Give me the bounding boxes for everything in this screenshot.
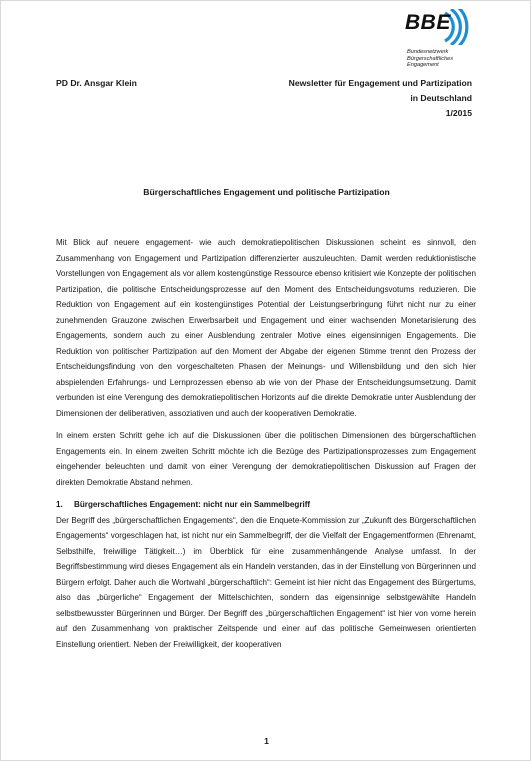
section-paragraph: Der Begriff des „bürgerschaftlichen Engagements“, den die Enquete-Kommission zur „Zukunft des Bürgerschaftlichen Engagements“ vorgeschlagen hat, ist nicht nur ein Sammelbegriff, der die Vielfalt der Engagementformen (Ehrenamt, Selbsthilfe, freiwillige Tätigkeit…) im Überblick für eine zusammenhängende Analyse umfasst. In der Begriffsbestimmung wird dieses Engagement als ein Handeln verstanden, das in der Einstellung von Bürgerinnen und Bürgern erfolgt. Daher auch die Wortwahl „bürgerschaftlich“: Gemeint ist hier nicht das Engagement des Bürgertums, also das „bürgerliche“ Engagement der Mittelschichten, sondern das eigensinnige selbstgewählte Handeln selbstbewusster Bürgerinnen und Bürger. Der Begriff des „bürgerschaftlichen Engagement“ ist hier von vorne herein auf den Zusammenhang von praktischer Zeitspende und einer auf das politische Gemeinwesen orientierten Einstellung orientiert. Neben der Freiwilligkeit, der kooperativen	[56, 515, 476, 649]
logo-subtitle-line: Bürgerschaftliches	[407, 55, 454, 62]
newsletter-info	[289, 76, 472, 121]
body-paragraph: In einem ersten Schritt gehe ich auf die Diskussionen über die politischen Dimensionen des bürgerschaftlichen Engagements ein. In einem zweiten Schritt möchte ich die Bezüge des Partizipationsprozesses zum Engagement eingehender beleuchten und damit von einer Verengung der demokratiepolitischen Diskussion auf Fragen der direkten Demokratie Abstand nehmen.	[56, 431, 476, 487]
logo-wordmark: BBE	[405, 11, 451, 34]
page-number: 1	[264, 736, 269, 746]
author-name: PD Dr. Ansgar Klein	[56, 78, 137, 88]
document-title: Bürgerschaftliches Engagement und politische Partizipation	[143, 187, 390, 197]
newsletter-region: in Deutschland	[410, 93, 472, 103]
document-body	[56, 235, 476, 659]
logo-subtitle-line: Bundesnetzwerk	[407, 49, 449, 55]
section-heading	[56, 497, 476, 513]
section-number: 1.	[56, 500, 63, 509]
newsletter-title: Newsletter für Engagement und Partizipation	[288, 78, 472, 88]
logo-subtitle-line: Engagement	[407, 62, 439, 68]
issue-number: 1/2015	[445, 108, 472, 118]
section-title: Bürgerschaftliches Engagement: nicht nur ein Sammelbegriff	[74, 500, 311, 509]
body-paragraph: Mit Blick auf neuere engagement- wie auch demokratiepolitischen Diskussionen scheint es sinnvoll, den Zusammenhang von Engagement und Partizipation differenzierter auszuleuchten. Damit werden reduktionistische Vorstellungen von Engagement als vor allem kostengünstige Ressource ebenso kritisiert wie Konzepte der politischen Partizipation, die politische Entscheidungsprozesse auf den Moment des Entscheidungsvotums reduzieren. Die Reduktion von Engagement auf ein kostengünstiges Potential der Leistungserbringung führt nicht nur zu einer zunehmenden Grauzone zwischen Erwerbsarbeit und Engagement und einer wachsenden Monetarisierung des Engagements, sondern auch zu einer Ausblendung zentraler Motive eines eigensinnigen Engagements. Die Reduktion von politischer Partizipation auf den Moment der Abgabe der eigenen Stimme trennt den Prozess der Entscheidungsfindung von den vorgeschalteten Phasen der Meinungs- und Willensbildung und den sich hier abspielenden Erfahrungs- und Lernprozessen ebenso ab wie von der Phase der Entscheidungsumsetzung. Damit verbunden ist eine Verengung des demokratiepolitischen Horizonts auf die direkte Demokratie unter Ausblendung der Dimensionen der deliberativen, assoziativen und auch der kooperativen Demokratie.	[56, 238, 476, 418]
bbe-logo	[405, 9, 500, 75]
